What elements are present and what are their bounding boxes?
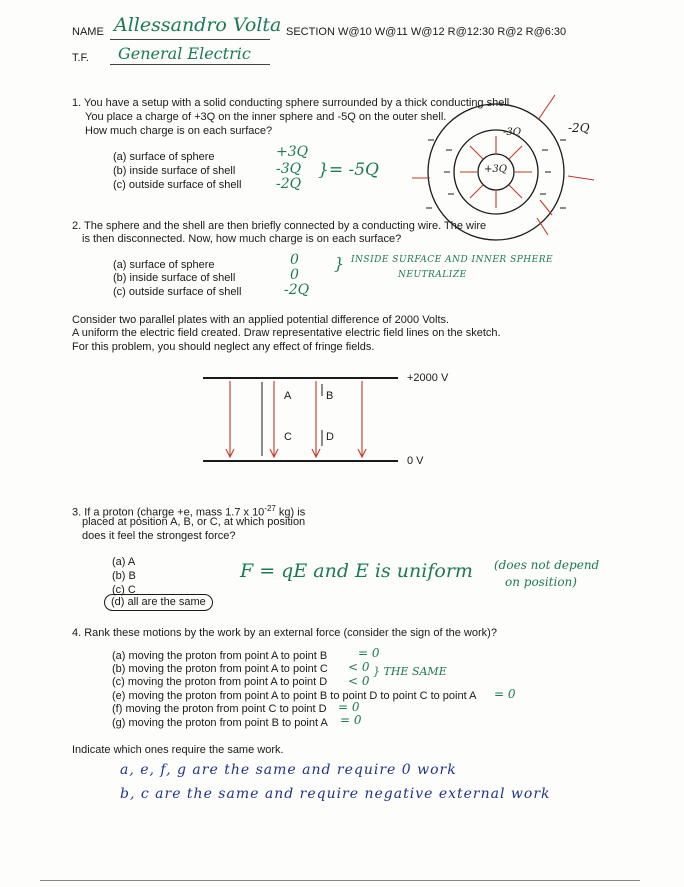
q4-prompt: Indicate which ones require the same work. bbox=[72, 744, 284, 756]
tf-value: General Electric bbox=[118, 44, 251, 63]
q3-text-3: does it feel the strongest force? bbox=[82, 530, 236, 542]
q4-mark-f: = 0 bbox=[338, 700, 360, 714]
tf-label: T.F. bbox=[72, 52, 90, 64]
q3-text-1: 3. If a proton (charge +e, mass 1.7 x $10^{-27}$ kg) is bbox=[72, 504, 306, 519]
q3-answer-equation: F = qE and E is uniform bbox=[240, 560, 473, 582]
q2-bracket: } bbox=[334, 254, 345, 273]
q4-mark-a: = 0 bbox=[358, 646, 380, 660]
plates-text-1: Consider two parallel plates with an applied potential difference of 2000 Volts. bbox=[72, 314, 450, 326]
q1-answer-a: +3Q bbox=[276, 144, 309, 160]
q4-option-a: (a) moving the proton from point A to point B bbox=[112, 650, 328, 662]
q3-option-a: (a) A bbox=[112, 556, 136, 568]
q1-text-3: How much charge is on each surface? bbox=[85, 125, 273, 137]
q3-option-d-circled: (d) all are the same bbox=[104, 594, 213, 611]
q2-note-2: NEUTRALIZE bbox=[398, 270, 467, 280]
name-label: NAME bbox=[72, 26, 104, 38]
q1-text-2: You place a charge of +3Q on the inner sphere and -5Q on the outer shell. bbox=[85, 111, 447, 123]
q4-option-b: (b) moving the proton from point A to point C bbox=[112, 663, 328, 675]
q4-option-c: (c) moving the proton from point A to point D bbox=[112, 676, 328, 688]
q4-mark-e: = 0 bbox=[494, 687, 516, 701]
q2-item-a: (a) surface of sphere bbox=[113, 259, 215, 271]
diagram-label-center: +3Q bbox=[484, 164, 507, 175]
bottom-plate-label: 0 V bbox=[407, 455, 424, 467]
q2-answer-c: -2Q bbox=[284, 282, 310, 298]
q3-answer-note-1: (does not depend bbox=[494, 558, 600, 572]
q3-option-c: (c) C bbox=[112, 584, 136, 596]
q4-mark-b: < 0 bbox=[348, 660, 370, 674]
q4-same-note: } THE SAME bbox=[373, 665, 447, 678]
section-label: SECTION W@10 W@11 W@12 R@12:30 R@2 R@6:30 bbox=[286, 26, 567, 38]
q4-text: 4. Rank these motions by the work by an external force (consider the sign of the work)? bbox=[72, 627, 497, 639]
q4-answer-2: b, c are the same and require negative external work bbox=[120, 786, 551, 802]
plate-field-lines bbox=[226, 381, 366, 457]
scan-edge-line bbox=[40, 880, 640, 881]
q2-text-1: 2. The sphere and the shell are then briefly connected by a conducting wire. The wire bbox=[72, 220, 487, 232]
q2-note-1: INSIDE SURFACE AND INNER SPHERE bbox=[351, 255, 554, 265]
q2-text-2: is then disconnected. Now, how much charge is on each surface? bbox=[82, 233, 402, 245]
q4-option-f: (f) moving the proton from point C to point D bbox=[112, 703, 327, 715]
point-a: A bbox=[284, 390, 292, 402]
q1-item-a: (a) surface of sphere bbox=[113, 151, 215, 163]
point-d: D bbox=[326, 431, 334, 443]
q1-bracket-note: }= -5Q bbox=[318, 160, 379, 180]
q2-item-b: (b) inside surface of shell bbox=[113, 272, 236, 284]
q2-answer-a: 0 bbox=[290, 252, 299, 268]
q1-item-b: (b) inside surface of shell bbox=[113, 165, 236, 177]
q2-answer-b: 0 bbox=[290, 267, 299, 283]
q1-text-1: 1. You have a setup with a solid conducting sphere surrounded by a thick conducting shell. bbox=[72, 97, 513, 109]
q1-answer-b: -3Q bbox=[276, 161, 302, 177]
q4-option-e: (e) moving the proton from point A to point B to point D to point C to point A bbox=[112, 690, 477, 702]
top-plate-label: +2000 V bbox=[407, 372, 449, 384]
plate-tick-marks bbox=[262, 382, 322, 456]
q2-item-c: (c) outside surface of shell bbox=[113, 286, 242, 298]
q4-mark-c: < 0 bbox=[348, 674, 370, 688]
q4-mark-g: = 0 bbox=[340, 713, 362, 727]
plates-text-2: A uniform the electric field created. Draw representative electric field lines on the sketch. bbox=[72, 327, 501, 339]
q4-answer-1: a, e, f, g are the same and require 0 work bbox=[120, 762, 457, 778]
name-value: Allessandro Volta bbox=[114, 14, 282, 36]
plates-text-3: For this problem, you should neglect any effect of fringe fields. bbox=[72, 341, 375, 353]
q1-item-c: (c) outside surface of shell bbox=[113, 179, 242, 191]
point-c: C bbox=[284, 431, 292, 443]
q4-option-g: (g) moving the proton from point B to point A bbox=[112, 717, 328, 729]
diagram-label-outer: -2Q bbox=[568, 121, 590, 135]
q3-option-b: (b) B bbox=[112, 570, 136, 582]
diagram-label-inner: -3Q bbox=[503, 127, 521, 138]
q3-text-2: placed at position A, B, or C, at which position bbox=[82, 516, 306, 528]
q3-answer-note-2: on position) bbox=[505, 575, 577, 589]
point-b: B bbox=[326, 390, 334, 402]
q1-answer-c: -2Q bbox=[276, 176, 302, 192]
